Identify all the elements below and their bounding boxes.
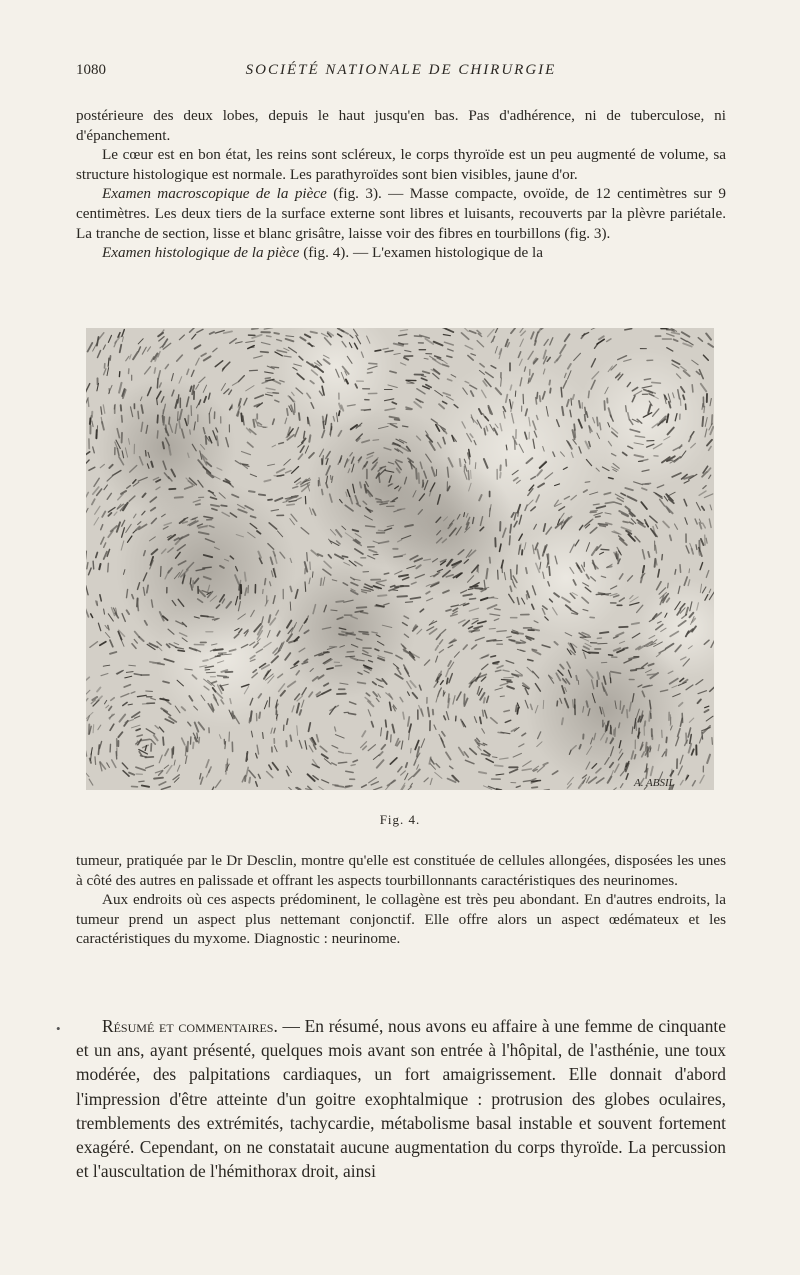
page-number: 1080 bbox=[76, 62, 106, 78]
paragraph-text: (fig. 4). — L'examen histologique de la bbox=[299, 244, 543, 262]
paragraph: postérieure des deux lobes, depuis le haut jusqu'en bas. Pas d'adhérence, ni de tuberculose, ni d'épanchement. bbox=[76, 107, 726, 144]
margin-mark: • bbox=[56, 1021, 61, 1036]
paragraph: Aux endroits où ces aspects prédominent, le collagène est très peu abondant. En d'autres endroits, la tumeur prend un aspect plus nettemant conjonctif. Elle offre alors un aspect œdémateux et les caractéristiques du myxome. Diagnostic : neurinome. bbox=[76, 891, 726, 948]
top-text-block bbox=[76, 106, 726, 263]
paragraph bbox=[76, 184, 726, 243]
paragraph: tumeur, pratiquée par le Dr Desclin, montre qu'elle est constituée de cellules allongées, disposées les unes à côté des autres en palissade et offrant les aspects tourbillonnants caractéristiques des neurinomes. bbox=[76, 852, 726, 889]
paragraph: Le cœur est en bon état, les reins sont scléreux, le corps thyroïde est un peu augmenté de volume, sa structure histologique est normale. Les parathyroïdes sont bien visibles, jaune d'or. bbox=[76, 146, 726, 183]
paragraph bbox=[76, 1014, 726, 1183]
paragraph-text: — En résumé, nous avons eu affaire à une femme de cinquante et un ans, ayant présenté, quelques mois avant son entrée à l'hôpital, de l'asthénie, une toux modérée, des palpitations cardiaques, un fort amaigrissement. Elle donnait d'abord l'impression d'être atteinte d'un goitre exophtalmique : protrusion des globes oculaires, tremblements des extrémités, tachycardie, métabolisme basal instable et souvent fortement exagéré. Cependant, on ne constatait aucune augmentation du corps thyroïde. La percussion et l'auscultation de l'hémithorax droit, ainsi bbox=[76, 1016, 726, 1182]
middle-text-block bbox=[76, 851, 726, 949]
micrograph-image bbox=[86, 328, 714, 790]
micrograph-figure bbox=[86, 328, 714, 790]
paragraph bbox=[76, 243, 726, 263]
paragraph-heading: Examen histologique de la pièce bbox=[102, 244, 300, 262]
section-heading: Résumé et commentaires. bbox=[102, 1016, 278, 1036]
paragraph-text: (fig. 3). — Masse compacte, ovoïde, de 12 centimètres sur 9 centimètres. Les deux tiers de la surface externe sont libres et luisants, recouverts par la plèvre pariétale. La tranche de section, lisse et blanc grisâtre, laisse voir des fibres en tourbillons (fig. 3). bbox=[76, 185, 726, 242]
figure-signature: A. ABSIL bbox=[634, 777, 675, 789]
page-header bbox=[76, 62, 726, 84]
paragraph-heading: Examen macroscopique de la pièce bbox=[102, 185, 327, 203]
figure-caption: Fig. 4. bbox=[379, 812, 421, 827]
summary-text-block bbox=[76, 1014, 726, 1183]
running-head: SOCIÉTÉ NATIONALE DE CHIRURGIE bbox=[245, 62, 557, 78]
